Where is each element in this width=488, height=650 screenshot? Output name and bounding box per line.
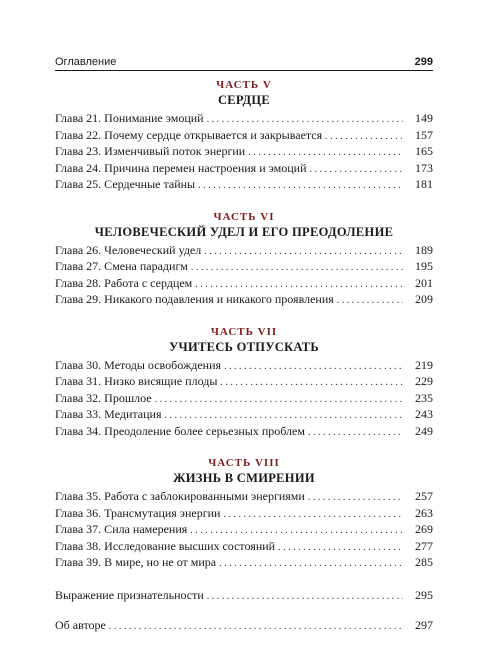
entry-page-number: 249 <box>415 423 433 438</box>
chapter-entry <box>55 506 433 523</box>
part-section <box>55 325 433 441</box>
entry-title: Глава 38. Исследование высших состояний <box>55 538 276 553</box>
entry-title: Глава 27. Смена парадигм <box>55 259 188 273</box>
entry-title: Глава 34. Преодоление более серьезных проблем <box>55 423 305 438</box>
chapter-entry <box>55 358 433 375</box>
dot-leader <box>248 145 403 161</box>
part-section <box>55 78 433 194</box>
entry-title: Глава 31. Низко висящие плоды <box>55 374 218 388</box>
part-title: ЖИЗНЬ В СМИРЕНИИ <box>173 471 315 485</box>
chapter-entry <box>55 522 433 539</box>
back-matter-entry <box>55 588 433 605</box>
dot-leader <box>325 129 403 145</box>
entry-page-number: 181 <box>415 177 433 191</box>
dot-leader <box>220 375 403 391</box>
back-matter-entry <box>55 618 433 635</box>
chapter-entry <box>55 111 433 128</box>
part-section <box>55 456 433 572</box>
dot-leader <box>207 112 403 128</box>
entry-page-number: 277 <box>415 538 433 553</box>
entry-title: Глава 28. Работа с сердцем <box>55 275 193 290</box>
chapter-entry <box>55 555 433 572</box>
entry-page-number: 229 <box>415 374 433 388</box>
chapter-entry <box>55 391 433 408</box>
dot-leader <box>190 523 403 539</box>
entry-page-number: 209 <box>415 292 433 306</box>
chapter-entry <box>55 292 433 309</box>
dot-leader <box>308 490 403 506</box>
entry-title: Глава 32. Прошлое <box>55 390 152 405</box>
entry-page-number: 195 <box>415 259 433 273</box>
chapter-entry <box>55 161 433 178</box>
back-matter <box>55 588 433 635</box>
dot-leader <box>278 540 403 556</box>
part-label: ЧАСТЬ VIII <box>208 457 280 469</box>
entry-title: Глава 37. Сила намерения <box>55 522 188 536</box>
entry-page-number: 219 <box>415 357 433 372</box>
entry-title: Глава 22. Почему сердце открывается и закрывается <box>55 127 323 142</box>
entry-page-number: 295 <box>415 587 433 602</box>
chapter-entry <box>55 177 433 194</box>
part-section <box>55 210 433 309</box>
entry-title: Глава 36. Трансмутация энергии <box>55 505 221 520</box>
chapter-entry <box>55 259 433 276</box>
dot-leader <box>109 619 403 635</box>
dot-leader <box>195 277 403 293</box>
entry-page-number: 285 <box>415 555 433 569</box>
entry-title: Глава 23. Изменчивый поток энергии <box>55 144 246 158</box>
part-label: ЧАСТЬ V <box>216 79 272 91</box>
entry-page-number: 257 <box>415 489 433 503</box>
entry-page-number: 243 <box>415 407 433 421</box>
chapter-entry <box>55 128 433 145</box>
chapter-entry <box>55 407 433 424</box>
dot-leader <box>191 260 403 276</box>
entry-page-number: 189 <box>415 242 433 257</box>
entry-title: Глава 39. В мире, но не от мира <box>55 555 217 569</box>
entry-page-number: 235 <box>415 390 433 405</box>
table-of-contents <box>55 78 433 649</box>
chapter-entry <box>55 144 433 161</box>
chapter-entry <box>55 243 433 260</box>
entry-title: Глава 24. Причина перемен настроения и эмоций <box>55 160 307 175</box>
dot-leader <box>155 392 403 408</box>
entry-title: Глава 30. Методы освобождения <box>55 357 222 372</box>
entry-title: Глава 35. Работа с заблокированными энергиями <box>55 489 305 503</box>
entry-title: Глава 29. Никакого подавления и никакого проявления <box>55 292 334 306</box>
entry-title: Глава 25. Сердечные тайны <box>55 177 196 191</box>
part-title: СЕРДЦЕ <box>217 93 271 107</box>
page-header <box>55 56 433 70</box>
dot-leader <box>223 507 403 523</box>
chapter-entry <box>55 489 433 506</box>
chapter-entry <box>55 424 433 441</box>
part-label: ЧАСТЬ VI <box>213 210 275 223</box>
entry-page-number: 201 <box>415 275 433 290</box>
dot-leader <box>164 408 403 424</box>
entry-title: Глава 33. Медитация <box>55 407 162 421</box>
running-title: Оглавление <box>55 56 117 68</box>
dot-leader <box>204 244 403 260</box>
chapter-entry <box>55 539 433 556</box>
dot-leader <box>207 589 403 605</box>
chapter-entry <box>55 374 433 391</box>
chapter-entry <box>55 276 433 293</box>
entry-page-number: 297 <box>415 618 433 632</box>
entry-page-number: 165 <box>415 144 433 158</box>
part-title: ЧЕЛОВЕЧЕСКИЙ УДЕЛ И ЕГО ПРЕОДОЛЕНИЕ <box>94 224 394 239</box>
dot-leader <box>219 556 403 572</box>
part-title: УЧИТЕСЬ ОТПУСКАТЬ <box>169 339 319 354</box>
dot-leader <box>224 359 403 375</box>
dot-leader <box>310 162 403 178</box>
header-rule <box>55 70 433 71</box>
dot-leader <box>308 425 403 441</box>
dot-leader <box>337 293 403 309</box>
page-number: 299 <box>414 56 433 68</box>
entry-page-number: 173 <box>415 160 433 175</box>
entry-page-number: 263 <box>415 505 433 520</box>
entry-page-number: 269 <box>415 522 433 536</box>
entry-title: Об авторе <box>55 618 106 632</box>
entry-page-number: 157 <box>415 127 433 142</box>
entry-title: Выражение признательности <box>55 587 204 602</box>
entry-title: Глава 26. Человеческий удел <box>55 242 202 257</box>
part-label: ЧАСТЬ VII <box>210 325 278 338</box>
dot-leader <box>198 178 403 194</box>
entry-page-number: 149 <box>415 111 433 125</box>
entry-title: Глава 21. Понимание эмоций <box>55 111 204 125</box>
